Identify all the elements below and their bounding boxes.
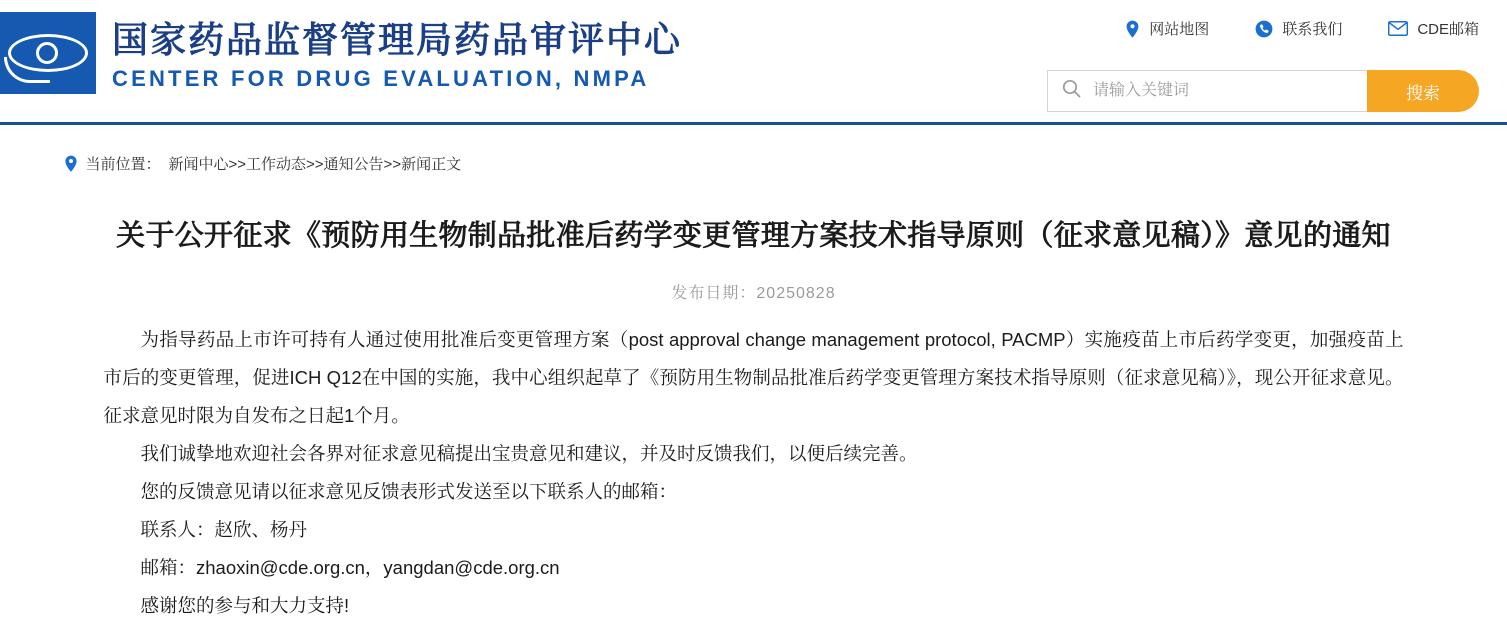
search-box[interactable] <box>1047 70 1367 112</box>
search-bar <box>1047 70 1479 112</box>
breadcrumb <box>64 125 1444 174</box>
logo-text-block <box>112 12 682 94</box>
publish-date <box>104 280 1404 303</box>
breadcrumb-prefix: 当前位置： <box>85 156 161 173</box>
map-pin-icon <box>1125 20 1140 38</box>
cde-eye-logo-icon <box>0 12 96 94</box>
article-paragraph-emails: 邮箱：zhaoxin@cde.org.cn，yangdan@cde.org.cn <box>140 557 560 578</box>
logo-title-en: CENTER FOR DRUG EVALUATION, NMPA <box>112 66 650 91</box>
header-link-contact[interactable] <box>1255 18 1342 39</box>
article-paragraph: 我们诚挚地欢迎社会各界对征求意见稿提出宝贵意见和建议，并及时反馈我们，以便后续完善。 <box>140 443 918 464</box>
page-title: 关于公开征求《预防用生物制品批准后药学变更管理方案技术指导原则（征求意见稿）》意见的通知 <box>116 220 1391 252</box>
article-paragraph-thanks: 感谢您的参与和大力支持! <box>140 595 350 616</box>
logo-title-cn: 国家药品监督管理局药品审评中心 <box>112 19 683 60</box>
article-paragraph: 您的反馈意见请以征求意见反馈表形式发送至以下联系人的邮箱： <box>140 481 678 502</box>
header-link-mailbox[interactable] <box>1388 18 1479 39</box>
phone-icon <box>1255 20 1273 38</box>
search-icon <box>1062 79 1081 103</box>
publish-date-label: 发布日期： <box>671 285 757 302</box>
header-link-contact-label: 联系我们 <box>1282 21 1343 38</box>
article-paragraph: 为指导药品上市许可持有人通过使用批准后变更管理方案（post approval change management protocol, PACMP）实施疫苗上市后药学变更，加强疫苗上市后的变更管理，促进ICH Q12在中国的实施，我中心组织起草了《预防用生物制品批准后药学变更管理方案技术指导原则（征求意见稿）》，现公开征求意见。征求意见时限为自发布之日起1个月。 <box>103 329 1404 426</box>
breadcrumb-path[interactable]: 新闻中心>>工作动态>>通知公告>>新闻正文 <box>168 156 462 173</box>
location-pin-icon <box>64 155 78 172</box>
search-button[interactable]: 搜索 <box>1367 70 1479 112</box>
publish-date-value: 20250828 <box>756 285 836 302</box>
site-logo[interactable] <box>0 12 682 94</box>
site-header <box>0 0 1507 125</box>
article-paragraph-contacts: 联系人：赵欣、杨丹 <box>140 519 308 540</box>
header-quick-links <box>1125 18 1479 39</box>
header-link-mailbox-label: CDE邮箱 <box>1417 21 1479 38</box>
header-link-sitemap[interactable] <box>1125 18 1209 39</box>
article-body <box>104 321 1404 625</box>
article-content <box>104 174 1404 625</box>
search-input[interactable] <box>1091 70 1367 112</box>
header-link-sitemap-label: 网站地图 <box>1149 21 1210 38</box>
mail-icon <box>1388 21 1408 36</box>
